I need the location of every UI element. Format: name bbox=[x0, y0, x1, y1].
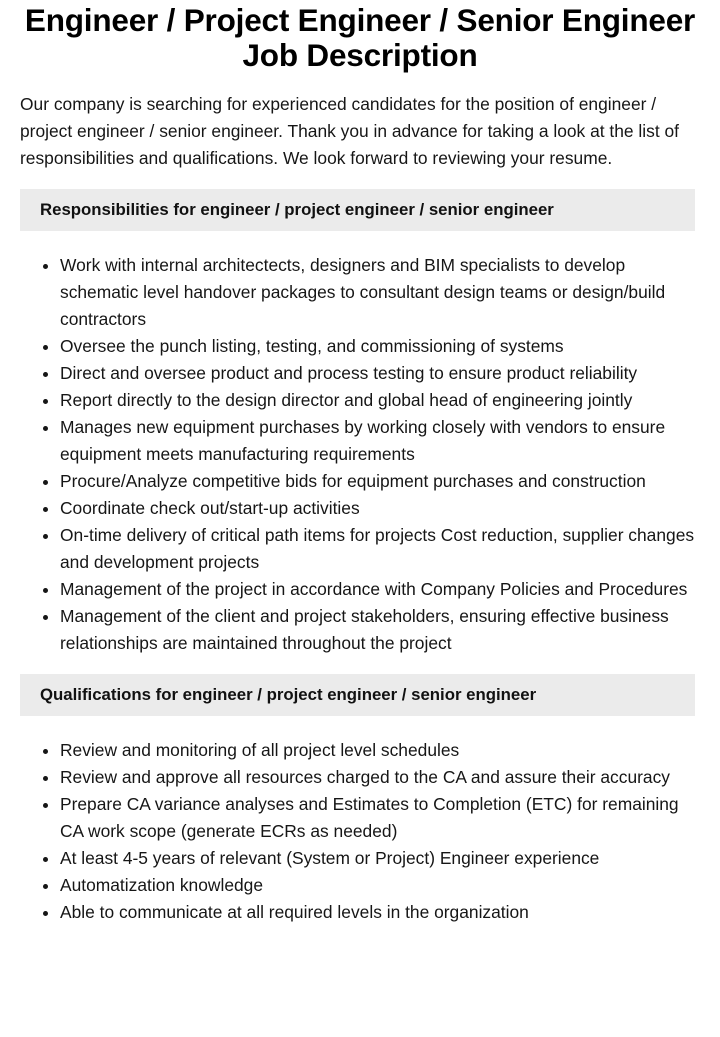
list-item bbox=[20, 414, 700, 468]
responsibilities-header bbox=[20, 189, 695, 231]
bullet-icon bbox=[43, 911, 48, 916]
qualifications-header bbox=[20, 674, 695, 716]
page-title bbox=[0, 0, 720, 73]
list-item-text: Automatization knowledge bbox=[60, 875, 264, 895]
list-item bbox=[20, 737, 700, 764]
list-item-text: Oversee the punch listing, testing, and commissioning of systems bbox=[60, 336, 564, 356]
qualifications-heading: Qualifications for engineer / project engineer / senior engineer bbox=[40, 685, 537, 704]
bullet-icon bbox=[43, 749, 48, 754]
list-item-text: Report directly to the design director and global head of engineering jointly bbox=[60, 390, 633, 410]
list-item bbox=[20, 522, 700, 576]
bullet-icon bbox=[43, 345, 48, 350]
page-title-line-1: Engineer / Project Engineer / Senior Engineer bbox=[24, 2, 696, 38]
responsibilities-heading: Responsibilities for engineer / project engineer / senior engineer bbox=[40, 200, 554, 219]
qualifications-list bbox=[20, 737, 700, 926]
intro-paragraph: Our company is searching for experienced candidates for the position of engineer / project engineer / senior engineer. Thank you in advance for taking a look at the list of responsibilities and qualifications. We look forward to reviewing your resume. bbox=[20, 94, 680, 168]
bullet-icon bbox=[43, 372, 48, 377]
list-item bbox=[20, 495, 700, 522]
bullet-icon bbox=[43, 480, 48, 485]
list-item-text: Management of the client and project stakeholders, ensuring effective business relationships are maintained throughout the project bbox=[60, 606, 669, 653]
list-item bbox=[20, 576, 700, 603]
list-item-text: Prepare CA variance analyses and Estimates to Completion (ETC) for remaining CA work scope (generate ECRs as needed) bbox=[60, 794, 679, 841]
list-item-text: Coordinate check out/start-up activities bbox=[60, 498, 360, 518]
bullet-icon bbox=[43, 588, 48, 593]
bullet-icon bbox=[43, 264, 48, 269]
bullet-icon bbox=[43, 803, 48, 808]
list-item bbox=[20, 333, 700, 360]
bullet-icon bbox=[43, 857, 48, 862]
list-item-text: Work with internal architectects, designers and BIM specialists to develop schematic level handover packages to consultant design teams or design/build contractors bbox=[60, 255, 666, 329]
bullet-icon bbox=[43, 534, 48, 539]
list-item bbox=[20, 387, 700, 414]
list-item-text: Manages new equipment purchases by working closely with vendors to ensure equipment meets manufacturing requirements bbox=[60, 417, 666, 464]
list-item bbox=[20, 899, 700, 926]
list-item-text: Management of the project in accordance with Company Policies and Procedures bbox=[60, 579, 688, 599]
list-item bbox=[20, 468, 700, 495]
list-item bbox=[20, 252, 700, 333]
bullet-icon bbox=[43, 776, 48, 781]
bullet-icon bbox=[43, 615, 48, 620]
responsibilities-list bbox=[20, 252, 700, 657]
list-item bbox=[20, 845, 700, 872]
list-item-text: On-time delivery of critical path items for projects Cost reduction, supplier changes and development projects bbox=[60, 525, 695, 572]
list-item bbox=[20, 791, 700, 845]
list-item-text: Review and approve all resources charged to the CA and assure their accuracy bbox=[60, 767, 670, 787]
bullet-icon bbox=[43, 884, 48, 889]
list-item-text: Review and monitoring of all project level schedules bbox=[60, 740, 460, 760]
list-item bbox=[20, 360, 700, 387]
bullet-icon bbox=[43, 507, 48, 512]
bullet-icon bbox=[43, 399, 48, 404]
list-item-text: Direct and oversee product and process testing to ensure product reliability bbox=[60, 363, 638, 383]
list-item-text: Procure/Analyze competitive bids for equipment purchases and construction bbox=[60, 471, 646, 491]
list-item bbox=[20, 603, 700, 657]
bullet-icon bbox=[43, 426, 48, 431]
list-item-text: Able to communicate at all required levels in the organization bbox=[60, 902, 529, 922]
list-item-text: At least 4-5 years of relevant (System or Project) Engineer experience bbox=[60, 848, 600, 868]
list-item bbox=[20, 764, 700, 791]
list-item bbox=[20, 872, 700, 899]
page-title-line-2: Job Description bbox=[242, 37, 478, 73]
